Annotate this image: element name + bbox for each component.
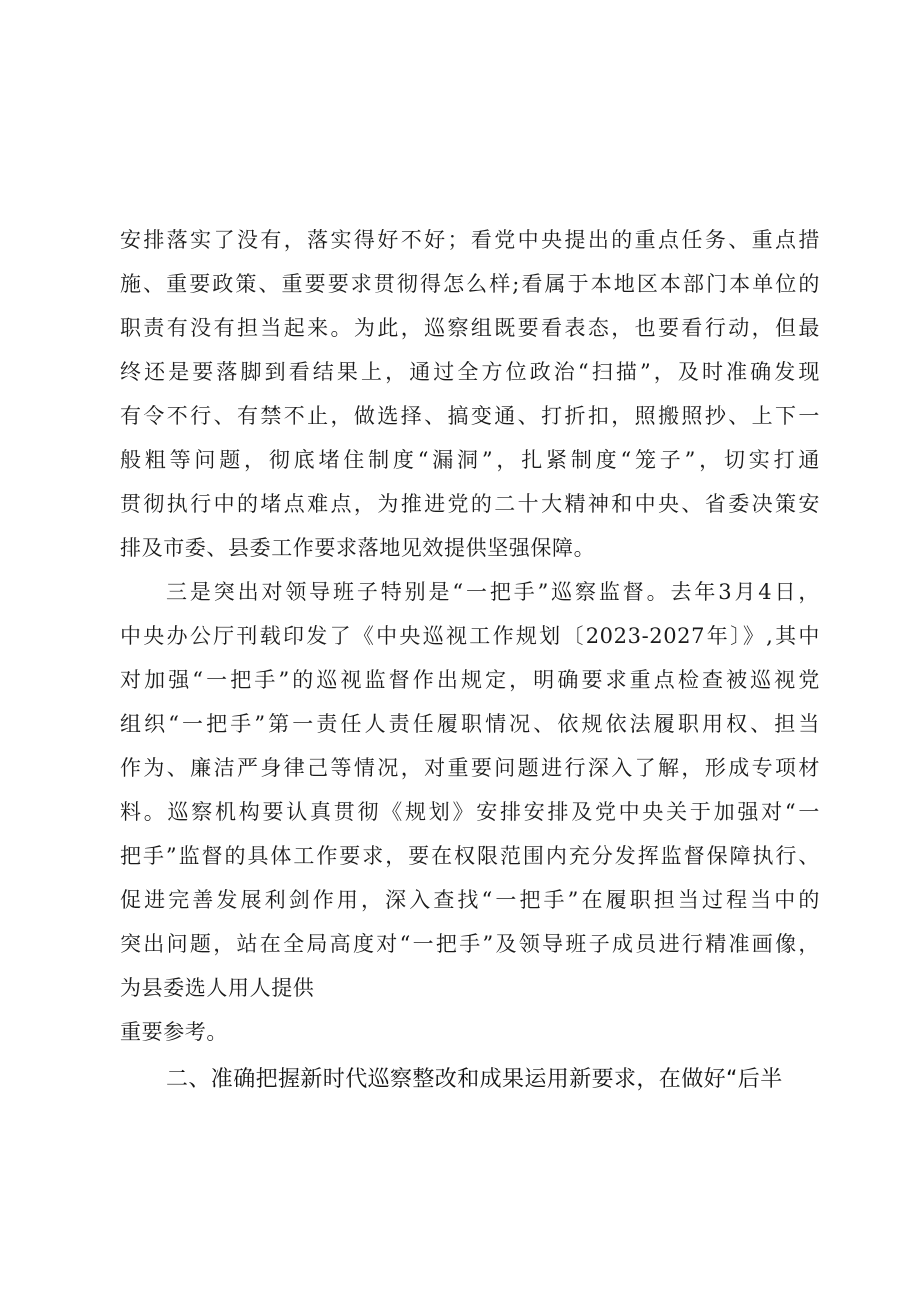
paragraph-line: 为县委选人用人提供 <box>120 976 315 1000</box>
paragraph-line: 料。巡察机构要认真贯彻《规划》安排安排及党中央关于加强对“一 <box>120 800 820 824</box>
paragraph-line: 终还是要落脚到看结果上，通过全方位政治“扫描”，及时准确发现 <box>120 360 820 384</box>
paragraph-line: 三是突出对领导班子特别是“一把手”巡察监督。去年3月4日， <box>166 580 820 604</box>
paragraph-line: 突出问题，站在全局高度对“一把手”及领导班子成员进行精准画像， <box>120 932 820 956</box>
paragraph-line: 重要参考。 <box>120 1020 228 1044</box>
paragraph-line: 般粗等问题，彻底堵住制度“漏洞”，扎紧制度“笼子”，切实打通 <box>120 448 820 472</box>
paragraph-line: 中央办公厅刊载印发了《中央巡视工作规划〔2023-2027年〕》,其中 <box>120 624 820 648</box>
paragraph-line: 把手”监督的具体工作要求，要在权限范围内充分发挥监督保障执行、 <box>120 844 820 868</box>
paragraph-line: 作为、廉洁严身律己等情况，对重要问题进行深入了解，形成专项材 <box>120 756 820 780</box>
section-heading: 二、准确把握新时代巡察整改和成果运用新要求，在做好“后半 <box>166 1067 783 1092</box>
paragraph-line: 职责有没有担当起来。为此，巡察组既要看表态，也要看行动，但最 <box>120 316 820 340</box>
paragraph-line: 安排落实了没有，落实得好不好；看党中央提出的重点任务、重点措 <box>120 228 820 252</box>
paragraph-line: 促进完善发展利剑作用，深入查找“一把手”在履职担当过程当中的 <box>120 888 820 912</box>
paragraph-line: 施、重要政策、重要要求贯彻得怎么样;看属于本地区本部门本单位的 <box>120 272 820 296</box>
paragraph-line: 对加强“一把手”的巡视监督作出规定，明确要求重点检查被巡视党 <box>120 668 820 692</box>
paragraph-line: 贯彻执行中的堵点难点，为推进党的二十大精神和中央、省委决策安 <box>120 492 820 516</box>
paragraph-line: 有令不行、有禁不止，做选择、搞变通、打折扣，照搬照抄、上下一 <box>120 404 820 428</box>
paragraph-line: 组织“一把手”第一责任人责任履职情况、依规依法履职用权、担当 <box>120 712 820 736</box>
paragraph-line: 排及市委、县委工作要求落地见效提供坚强保障。 <box>120 536 596 560</box>
